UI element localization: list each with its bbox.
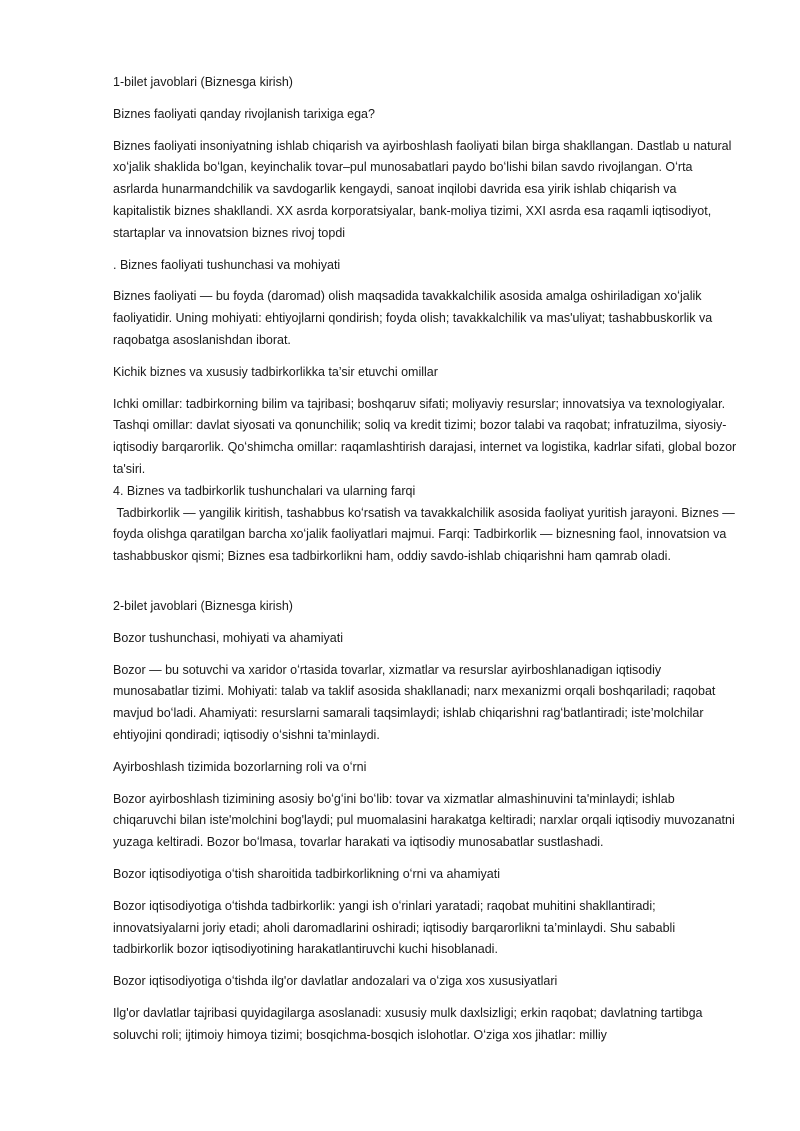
q6-answer: Bozor ayirboshlash tizimining asosiy boʻgʻini boʻlib: tovar va xizmatlar almashinuvini ta'minlaydi; ishlab chiqaruvchi bilan iste'molchini bog'laydi; pul muomalasini harakatga keltiradi; narxlar orqali iqtisodiy muvozanatni yuzaga keltiradi. Bozor boʻlmasa, tovarlar harakati va iqtisodiy munosabatlar sustlashadi. [113,791,739,850]
q7-heading: Bozor iqtisodiyotiga oʻtish sharoitida tadbirkorlikning oʻrni va ahamiyati [113,866,500,881]
q2-answer: Biznes faoliyati — bu foyda (daromad) olish maqsadida tavakkalchilik asosida amalga oshiriladigan xoʻjalik faoliyatidir. Uning mohiyati: ehtiyojlarni qondirish; foyda olish; tavakkalchilik va mas'uliyat; tashabbuskorlik va raqobatga asoslanishdan iborat. [113,289,716,347]
ticket2-title: 2-bilet javoblari (Biznesga kirish) [113,598,293,613]
q1-heading: Biznes faoliyati qanday rivojlanish tarixiga ega? [113,106,375,121]
blank-line [113,578,737,596]
q5-answer: Bozor — bu sotuvchi va xaridor oʻrtasida tovarlar, xizmatlar va resurslar ayirboshlanadigan iqtisodiy munosabatlar tizimi. Mohiyati: talab va taklif asosida shakllanadi; narx mexanizmi orqali boshqariladi; raqobat mavjud boʻladi. Ahamiyati: resurslarni samarali taqsimlaydi; ishlab chiqarishni ragʻbatlantiradi; iste’molchilar ehtiyojini qondiradi; iqtisodiy oʻsishni ta’minlaydi. [113,662,719,742]
q4-answer: Tadbirkorlik — yangilik kiritish, tashabbus koʻrsatish va tavakkalchilik asosida faoliyat yuritish jarayoni. Biznes — foyda olishga qaratilgan barcha xoʻjalik faoliyatlari majmui. Farqi: Tadbirkorlik — biznesning faol, innovatsion va tashabbuskor qismi; Biznes esa tadbirkorlikni ham, oddiy savdo-ishlab chiqarishni ham qamrab oladi. [113,505,739,564]
q7-answer: Bozor iqtisodiyotiga oʻtishda tadbirkorlik: yangi ish oʻrinlari yaratadi; raqobat muhitini shakllantiradi; innovatsiyalarni joriy etadi; aholi daromadlarini oshiradi; iqtisodiy barqarorlikni ta’minlaydi. Shu sababli tadbirkorlik bozor iqtisodiyotining harakatlantiruvchi kuchi hisoblanadi. [113,898,679,957]
ticket1-title: 1-bilet javoblari (Biznesga kirish) [113,75,293,89]
q8-heading: Bozor iqtisodiyotiga oʻtishda ilg'or davlatlar andozalari va oʻziga xos xususiyatlari [113,974,558,989]
q8-answer: Ilg'or davlatlar tajribasi quyidagilarga asoslanadi: xususiy mulk daxlsizligi; erkin raqobat; davlatning tartibga soluvchi roli; ijtimoiy himoya tizimi; bosqichma-bosqich islohotlar. Oʻziga xos jihatlar: milliy [113,1005,706,1042]
q4-heading: 4. Biznes va tadbirkorlik tushunchalari va ularning farqi [113,483,416,498]
q3-heading: Kichik biznes va xususiy tadbirkorlikka ta’sir etuvchi omillar [113,364,438,379]
document-content [113,72,740,1056]
q6-heading: Ayirboshlash tizimida bozorlarning roli va oʻrni [113,759,367,774]
q2-heading: . Biznes faoliyati tushunchasi va mohiyati [113,257,341,272]
q3-answer: Ichki omillar: tadbirkorning bilim va tajribasi; boshqaruv sifati; moliyaviy resurslar; innovatsiya va texnologiyalar. Tashqi omillar: davlat siyosati va qonunchilik; soliq va kredit tizimi; bozor talabi va raqobat; infratuzilma, siyosiy-iqtisodiy barqarorlik. Qoʻshimcha omillar: raqamlashtirish darajasi, internet va logistika, kadrlar sifati, global bozor ta'siri. [113,396,740,476]
q1-answer: Biznes faoliyati insoniyatning ishlab chiqarish va ayirboshlash faoliyati bilan birga shakllangan. Dastlab u natural xoʻjalik shaklida boʻlgan, keyinchalik tovar–pul munosabatlari paydo boʻlishi bilan savdo rivojlangan. Oʻrta asrlarda hunarmandchilik va savdogarlik kengaydi, sanoat inqilobi davrida esa yirik ishlab chiqarish va kapitalistik biznes shakllandi. XX asrda korporatsiyalar, bank-moliya tizimi, XXI asrda esa raqamli iqtisodiyot, startaplar va innovatsion biznes rivoj topdi [113,138,735,240]
q5-heading: Bozor tushunchasi, mohiyati va ahamiyati [113,630,343,645]
